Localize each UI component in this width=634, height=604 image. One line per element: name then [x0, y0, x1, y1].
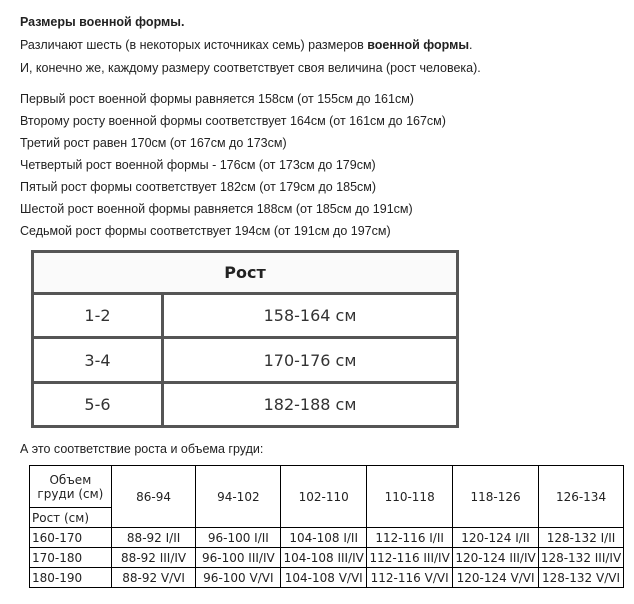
size-cell: 112-116 I/II [367, 528, 453, 548]
chest-column-header: 86-94 [111, 466, 196, 528]
chest-column-header: 102-110 [281, 466, 367, 528]
size-cell: 120-124 III/IV [453, 548, 539, 568]
chest-header-corner [30, 466, 112, 508]
size-cell: 88-92 I/II [111, 528, 196, 548]
height-code-cell: 5-6 [33, 382, 163, 426]
size-line: Пятый рост формы соответствует 182см (от 179см до 185см) [20, 180, 377, 194]
size-cell: 128-132 III/IV [539, 548, 624, 568]
article-title: Размеры военной формы. [20, 15, 185, 29]
chest-column-header: 126-134 [539, 466, 624, 528]
size-cell: 128-132 I/II [539, 528, 624, 548]
size-line: Четвертый рост военной формы - 176см (от 173см до 179см) [20, 158, 376, 172]
intro-bold-text: военной формы [367, 38, 470, 52]
table-row [30, 568, 624, 588]
size-cell: 88-92 V/VI [111, 568, 196, 588]
size-line: Третий рост равен 170см (от 167см до 173см) [20, 136, 287, 150]
size-cell: 88-92 III/IV [111, 548, 196, 568]
size-cell: 120-124 I/II [453, 528, 539, 548]
chest-column-header: 110-118 [367, 466, 453, 528]
height-table-header: Рост [33, 252, 458, 294]
intro-paragraph-2: И, конечно же, каждому размеру соответствует своя величина (рост человека). [20, 61, 481, 75]
chest-table [29, 465, 624, 588]
size-line: Второму росту военной формы соответствует 164см (от 161см до 167см) [20, 114, 446, 128]
height-code-cell: 1-2 [33, 294, 163, 338]
intro-text: Различают шесть (в некоторых источниках семь) размеров [20, 38, 368, 52]
size-line: Первый рост военной формы равняется 158см (от 155см до 161см) [20, 92, 414, 106]
size-cell: 128-132 V/VI [539, 568, 624, 588]
table-row [30, 528, 624, 548]
height-cell: 180-190 [30, 568, 112, 588]
table-row [33, 338, 458, 382]
table-row [33, 382, 458, 426]
intro-end: . [469, 38, 473, 52]
size-cell: 104-108 I/II [281, 528, 367, 548]
height-row-header: Рост (см) [30, 508, 112, 528]
size-cell: 104-108 III/IV [281, 548, 367, 568]
table-row [33, 294, 458, 338]
height-code-cell: 3-4 [33, 338, 163, 382]
height-cell: 160-170 [30, 528, 112, 548]
height-table-header-row [33, 252, 458, 294]
size-line: Шестой рост военной формы равняется 188см (от 185см до 191см) [20, 202, 413, 216]
chest-header-line2: груди (см) [37, 486, 104, 501]
height-range-cell: 158-164 см [163, 294, 458, 338]
size-cell: 112-116 III/IV [367, 548, 453, 568]
size-cell: 96-100 III/IV [196, 548, 281, 568]
size-cell: 120-124 V/VI [453, 568, 539, 588]
size-cell: 112-116 V/VI [367, 568, 453, 588]
table-row [30, 548, 624, 568]
height-cell: 170-180 [30, 548, 112, 568]
chest-column-header: 118-126 [453, 466, 539, 528]
chest-header-line1: Объем [49, 472, 92, 487]
height-table [31, 250, 459, 428]
size-cell: 96-100 V/VI [196, 568, 281, 588]
size-line: Седьмой рост формы соответствует 194см (от 191см до 197см) [20, 224, 391, 238]
size-cell: 104-108 V/VI [281, 568, 367, 588]
height-range-cell: 182-188 см [163, 382, 458, 426]
chest-column-header: 94-102 [196, 466, 281, 528]
size-cell: 96-100 I/II [196, 528, 281, 548]
intro-paragraph [20, 38, 473, 52]
chest-table-caption: А это соответствие роста и объема груди: [20, 442, 264, 456]
chest-table-header-row [30, 466, 624, 508]
height-range-cell: 170-176 см [163, 338, 458, 382]
